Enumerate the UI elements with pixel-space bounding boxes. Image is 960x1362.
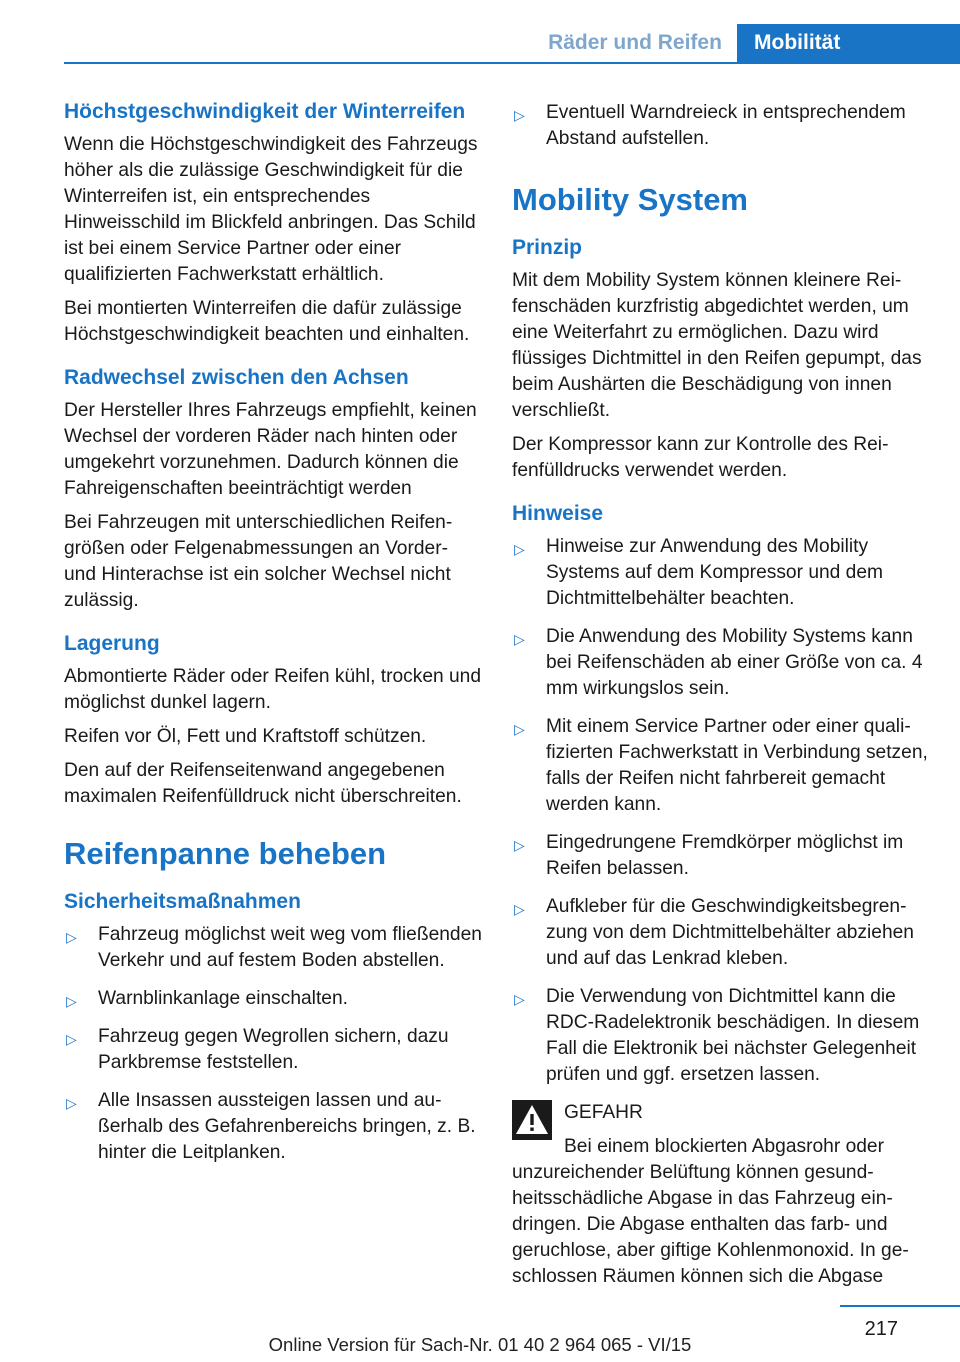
list-item: ▷ Eventuell Warndreieck in entsprechendem Abstand aufstellen. — [514, 102, 906, 149]
list-item: ▷ Die Anwendung des Mobility Systems kann bei Reifenschäden ab einer Größe von ca. 4 mm wirkungslos sein. — [514, 626, 923, 699]
list-item: ▷ Warnblinkanlage einschalten. — [64, 986, 482, 1012]
triangle-right-icon: ▷ — [514, 107, 525, 123]
list-item: ▷ Fahrzeug möglichst weit weg vom fließenden Verkehr und auf festem Boden abstellen. — [66, 924, 482, 971]
triangle-right-icon: ▷ — [514, 631, 525, 647]
right-column — [512, 100, 932, 1290]
continued-list — [512, 100, 932, 152]
warning-triangle-icon — [512, 1100, 552, 1140]
triangle-right-icon: ▷ — [514, 541, 525, 557]
paragraph: Wenn die Höchstgeschwindigkeit des Fahrzeugs höher als die zulässige Geschwindigkeit für die Winterreifen ist, ein entsprechendes Hinweisschild im Blickfeld anbringen. Das Schild ist bei einem Service Partner oder einer qualifizierten Fachwerkstatt erhältlich. — [64, 134, 478, 285]
warning-text: unzureichender Belüftung können gesundheitsschädliche Abgase in das Fahrzeug eindringen. Die Abgase enthalten das farb- und geruchlose, aber giftige Kohlenmonoxid. In geschlossen Räumen können sich die Abgase — [512, 1162, 909, 1287]
list-item: ▷ Mit einem Service Partner oder einer qualifizierten Fachwerkstatt in Verbindung setzen, falls der Reifen nicht fahrbereit gemacht werden kann. — [514, 716, 928, 815]
footer-version: Online Version für Sach-Nr. 01 40 2 964 065 - VI/15 — [268, 1334, 692, 1355]
heading-hinweise: Hinweise — [512, 502, 604, 525]
paragraph: Der Kompressor kann zur Kontrolle des Reifenfülldrucks verwendet werden. — [512, 434, 889, 481]
triangle-right-icon: ▷ — [66, 929, 77, 945]
list-item: ▷ Aufkleber für die Geschwindigkeitsbegrenzung von dem Dichtmittelbehälter abziehen und auf das Lenkrad kleben. — [514, 896, 914, 969]
paragraph: Bei montierten Winterreifen die dafür zulässige Höchstgeschwindigkeit beachten und einhalten. — [64, 298, 470, 345]
page-number: 217 — [864, 1318, 898, 1340]
list-item: ▷ Fahrzeug gegen Wegrollen sichern, dazu Parkbremse feststellen. — [66, 1026, 449, 1073]
triangle-right-icon: ▷ — [66, 1095, 77, 1111]
page-header — [0, 0, 960, 64]
triangle-right-icon: ▷ — [514, 837, 525, 853]
section-tab[interactable]: Räder und Reifen — [548, 31, 722, 54]
triangle-right-icon: ▷ — [514, 721, 525, 737]
warning-box — [512, 1100, 932, 1290]
heading-radwechsel: Radwechsel zwischen den Achsen — [64, 366, 409, 389]
list-item: ▷ Die Verwendung von Dichtmittel kann die RDC-Radelektronik beschädigen. In diesem Fall die Elektronik bei nächster Gelegenheit prüfen und ggf. ersetzen lassen. — [514, 986, 920, 1085]
heading-reifenpanne: Reifenpanne beheben — [64, 836, 387, 871]
footer-rule — [840, 1305, 960, 1307]
safety-list — [64, 922, 482, 1166]
triangle-right-icon: ▷ — [66, 1031, 77, 1047]
triangle-right-icon: ▷ — [514, 901, 525, 917]
paragraph: Den auf der Reifenseitenwand angegebenen maximalen Reifenfülldruck nicht überschreiten. — [64, 760, 462, 807]
warning-first-line: Bei einem blockierten Abgasrohr oder — [564, 1136, 884, 1157]
warning-title: GEFAHR — [564, 1102, 643, 1123]
heading-lagerung: Lagerung — [64, 632, 160, 655]
chapter-tab-active[interactable] — [737, 24, 960, 64]
triangle-right-icon: ▷ — [514, 991, 525, 1007]
list-item: ▷ Eingedrungene Fremdkörper möglichst im Reifen belassen. — [514, 832, 904, 879]
paragraph: Abmontierte Räder oder Reifen kühl, trocken und möglichst dunkel lagern. — [64, 666, 482, 713]
paragraph: Mit dem Mobility System können kleinere Reifenschäden kurzfristig abgedichtet werden, um eine Weiterfahrt zu ermöglichen. Dazu wird flüssiges Dichtmittel in den Reifen gepumpt, das beim Aushärten die Beschädigung von innen verschließt. — [512, 270, 922, 421]
paragraph: Reifen vor Öl, Fett und Kraftstoff schützen. — [64, 726, 427, 747]
paragraph: Der Hersteller Ihres Fahrzeugs empfiehlt, keinen Wechsel der vorderen Räder nach hinten oder umgekehrt vorzunehmen. Dadurch können die Fahreigenschaften beeinträchtigt werden — [64, 400, 477, 499]
triangle-right-icon: ▷ — [66, 993, 77, 1009]
list-item: ▷ Hinweise zur Anwendung des Mobility Systems auf dem Kompressor und dem Dichtmittelbehälter beachten. — [514, 536, 883, 609]
list-item: ▷ Alle Insassen aussteigen lassen und außerhalb des Gefahrenbereichs bringen, z. B. hinter die Leitplanken. — [66, 1090, 476, 1163]
heading-mobility-system: Mobility System — [512, 182, 748, 217]
paragraph: Bei Fahrzeugen mit unterschiedlichen Reifengrößen oder Felgenabmessungen an Vorder- und Hinterachse ist ein solcher Wechsel nicht zulässig. — [64, 512, 453, 611]
heading-prinzip: Prinzip — [512, 236, 583, 259]
heading-winter: Höchstgeschwindigkeit der Winterreifen — [64, 100, 466, 123]
chapter-tab-label: Mobilität — [754, 31, 841, 54]
heading-sicherheit: Sicherheitsmaßnahmen — [64, 890, 301, 913]
left-column — [64, 100, 482, 1178]
hints-list — [512, 534, 932, 1088]
